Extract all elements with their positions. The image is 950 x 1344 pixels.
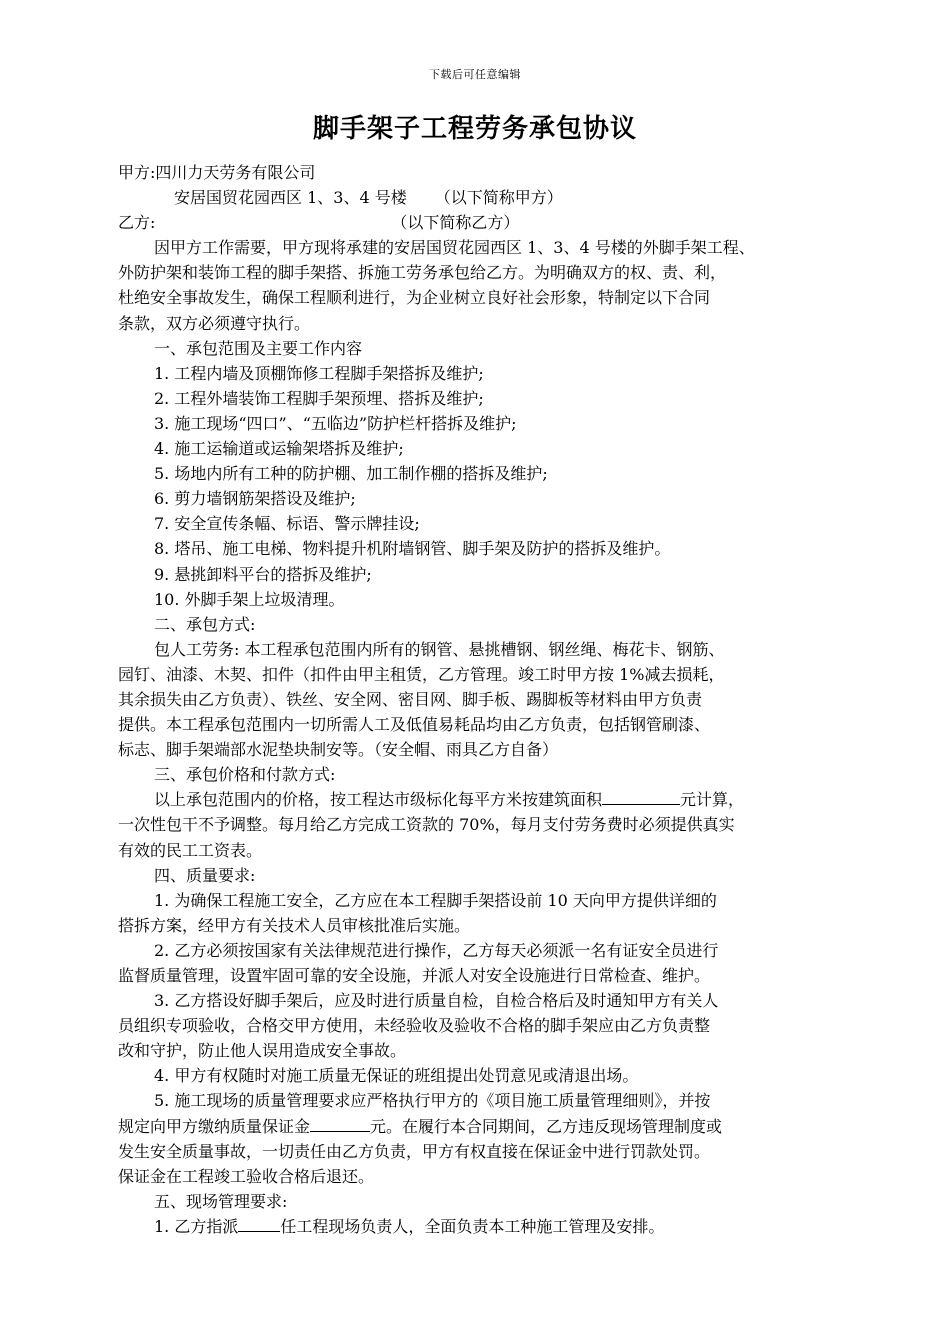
section1-item: 4. 施工运输道或运输架塔拆及维护; [154, 439, 404, 459]
section2-line: 园钉、油漆、木契、扣件（扣件由甲主租赁，乙方管理。竣工时甲方按 1%减去损耗， [118, 664, 725, 684]
section4-item1-line: 搭拆方案，经甲方有关技术人员审核批准后实施。 [118, 915, 471, 935]
section2-line: 其余损失由乙方负责）、铁丝、安全网、密目网、脚手板、踢脚板等材料由甲方负责 [118, 689, 703, 709]
section4-item5-deposit-line: 规定向甲方缴纳质量保证金 元。在履行本合同期间，乙方违反现场管理制度或 [118, 1116, 723, 1136]
section3-line: 一次性包干不予调整。每月给乙方完成工资款的 70%，每月支付劳务费时必须提供真实 [118, 815, 735, 835]
document-title: 脚手架子工程劳务承包协议 [312, 114, 637, 144]
section4-item3-line: 员组织专项验收，合格交甲方使用，未经验收及验收不合格的脚手架应由乙方负责整 [118, 1016, 711, 1036]
section1-item: 7. 安全宣传条幅、标语、警示牌挂设; [154, 514, 420, 534]
section1-item: 5. 场地内所有工种的防护棚、加工制作棚的搭拆及维护; [154, 464, 548, 484]
section4-item2-line: 2. 乙方必须按国家有关法律规范进行操作，乙方每天必须派一名有证安全员进行 [154, 940, 719, 960]
section3-line: 有效的民工工资表。 [118, 840, 263, 860]
intro-line: 条款，双方必须遵守执行。 [118, 313, 311, 333]
section4-item3-line: 改和守护，防止他人误用造成安全事故。 [118, 1041, 407, 1061]
party-a-project: 安居国贸花园西区 1、3、4 号楼 [174, 188, 407, 208]
section3-heading: 三、承包价格和付款方式: [154, 765, 336, 785]
section5-item1: 1. 乙方指派 任工程现场负责人，全面负责本工种施工管理及安排。 [154, 1216, 665, 1236]
section1-heading: 一、承包范围及主要工作内容 [154, 338, 363, 358]
section4-item5-line: 5. 施工现场的质量管理要求应严格执行甲方的《项目施工质量管理细则》，并按 [154, 1091, 711, 1111]
section4-item3-line: 3. 乙方搭设好脚手架后，应及时进行质量自检，自检合格后及时通知甲方有关人 [154, 991, 719, 1011]
section1-item: 2. 工程外墙装饰工程脚手架预埋、搭拆及维护; [154, 388, 484, 408]
section2-line: 标志、脚手架端部水泥垫块制安等。（安全帽、雨具乙方自备） [118, 740, 559, 760]
header-note: 下载后可任意编辑 [429, 68, 521, 81]
price-blank [602, 788, 680, 805]
party-a-line [118, 160, 860, 185]
section4-heading: 四、质量要求: [154, 865, 256, 885]
deposit-blank [310, 1115, 370, 1132]
section3-price-line: 以上承包范围内的价格，按工程达市级标化每平方米按建筑面积 元计算， [154, 790, 745, 810]
section5-heading: 五、现场管理要求: [154, 1191, 288, 1211]
intro-line: 外防护架和装饰工程的脚手架搭、拆施工劳务承包给乙方。为明确双方的权、责、利， [118, 263, 727, 283]
section2-line: 提供。本工程承包范围内一切所需人工及低值易耗品均由乙方负责，包括钢管刷漆、 [118, 715, 711, 735]
document-body [118, 160, 860, 1239]
section1-item: 3. 施工现场“四口”、“五临边”防护栏杆搭拆及维护; [154, 413, 517, 433]
section2-heading: 二、承包方式: [154, 614, 256, 634]
section4-item4: 4. 甲方有权随时对施工质量无保证的班组提出处罚意见或清退出场。 [154, 1066, 639, 1086]
section1-item: 6. 剪力墙钢筋架搭设及维护; [154, 489, 356, 509]
intro-line: 因甲方工作需要，甲方现将承建的安居国贸花园西区 1、3、4 号楼的外脚手架工程、 [154, 238, 755, 258]
intro-line: 杜绝安全事故发生，确保工程顺利进行，为企业树立良好社会形象，特制定以下合同 [118, 288, 711, 308]
party-a-alias: （以下简称甲方） [434, 188, 563, 208]
party-a-name: 四川力天劳务有限公司 [155, 163, 316, 182]
party-a-label: 甲方: [118, 163, 156, 182]
section2-line: 包人工劳务: 本工程承包范围内所有的钢管、悬挑槽钢、钢丝绳、梅花卡、钢筋、 [154, 639, 725, 659]
section1-item: 1. 工程内墙及顶棚饰修工程脚手架搭拆及维护; [154, 363, 484, 383]
section1-item: 8. 塔吊、施工电梯、物料提升机附墙钢管、脚手架及防护的搭拆及维护。 [154, 539, 671, 559]
section1-item: 9. 悬挑卸料平台的搭拆及维护; [154, 564, 372, 584]
section4-item2-line: 监督质量管理，设置牢固可靠的安全设施，并派人对安全设施进行日常检查、维护。 [118, 966, 711, 985]
party-b-label: 乙方: [118, 213, 156, 233]
party-b-alias: （以下简称乙方） [391, 213, 520, 233]
section4-item5-line: 保证金在工程竣工验收合格后退还。 [118, 1166, 375, 1186]
section1-item: 10. 外脚手架上垃圾清理。 [154, 589, 345, 609]
party-a-project-line [118, 185, 860, 210]
person-blank [238, 1215, 280, 1232]
party-b-line [118, 210, 860, 235]
section4-item5-line: 发生安全质量事故，一切责任由乙方负责，甲方有权直接在保证金中进行罚款处罚。 [118, 1141, 711, 1161]
section4-item1-line: 1. 为确保工程施工安全，乙方应在本工程脚手架搭设前 10 天向甲方提供详细的 [154, 890, 717, 910]
